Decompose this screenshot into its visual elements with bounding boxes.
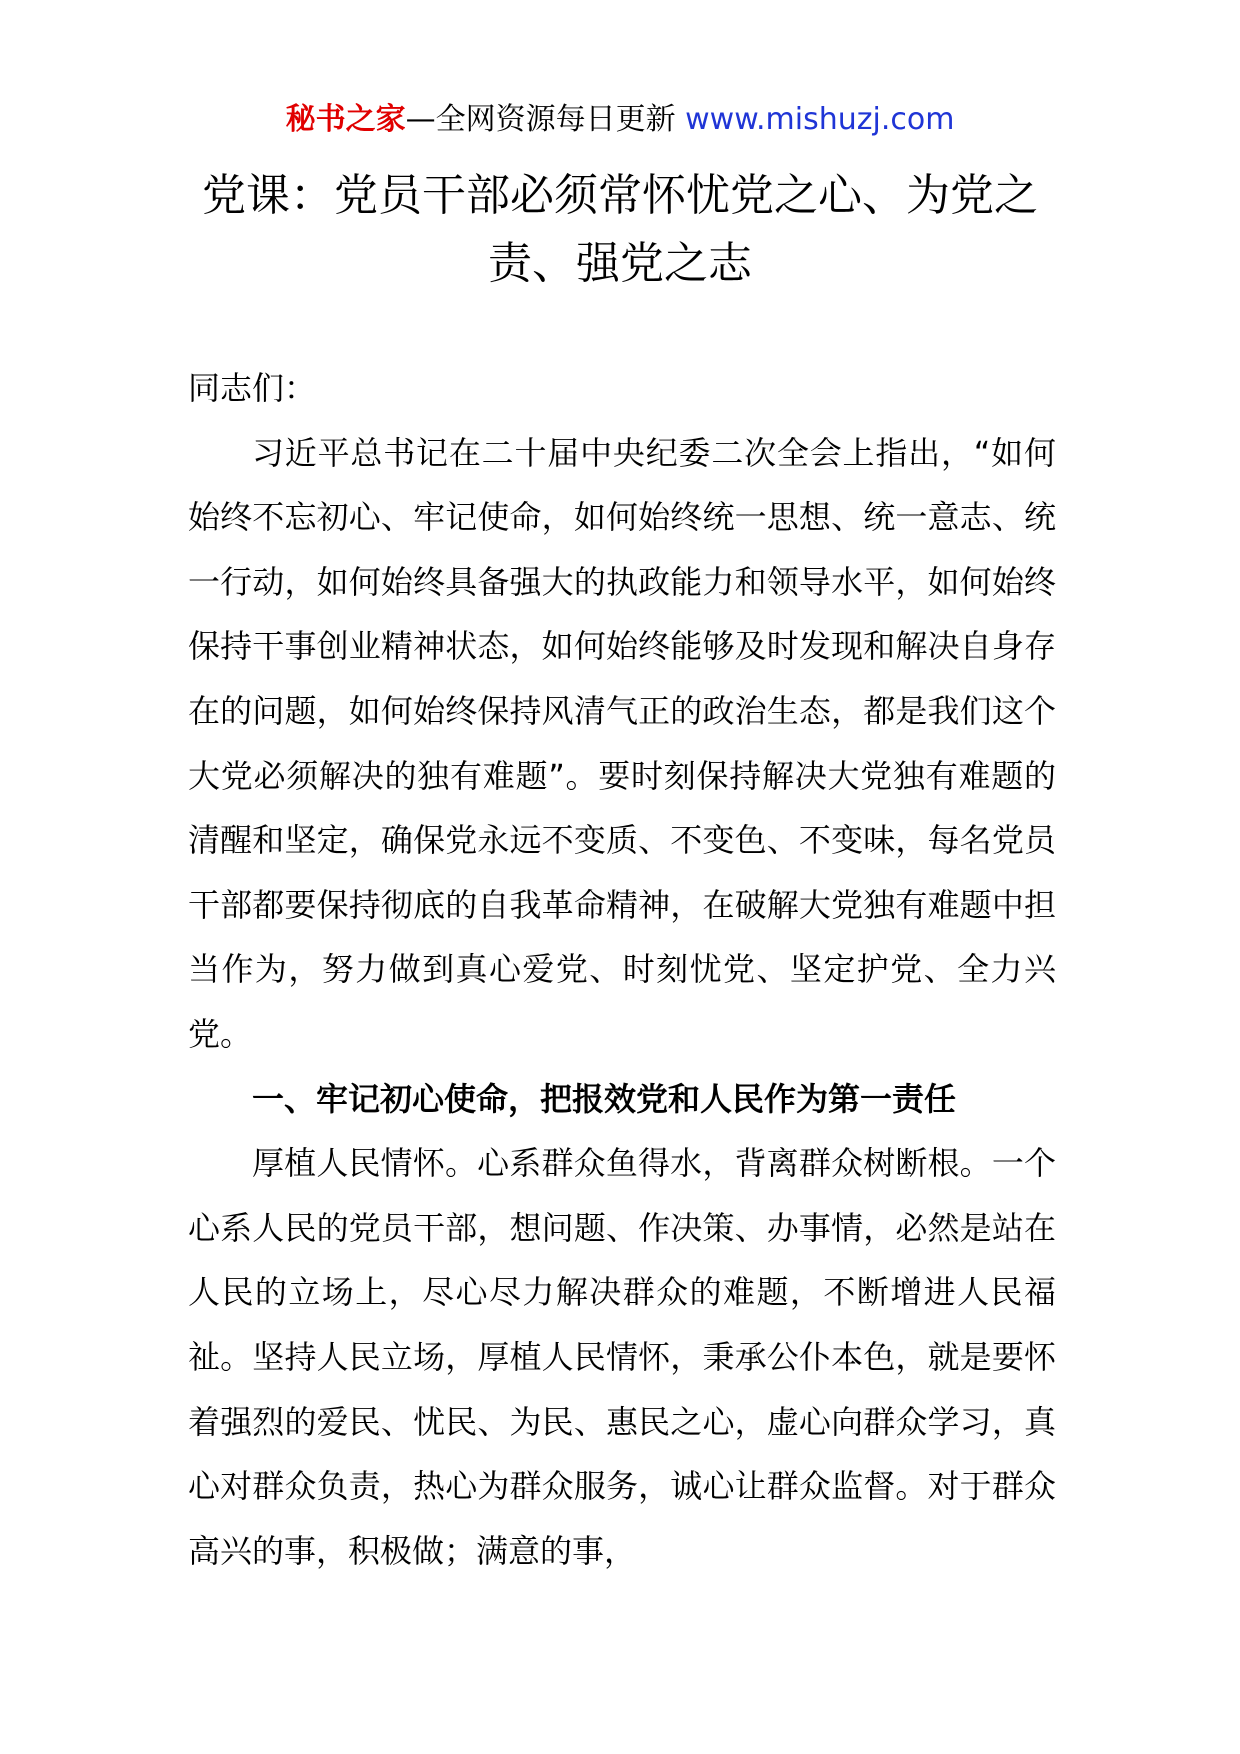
body-paragraph: 厚植人民情怀。心系群众鱼得水，背离群众树断根。一个心系人民的党员干部，想问题、作决策、办事情，必然是站在人民的立场上，尽心尽力解决群众的难题，不断增进人民福祉。坚持人民立场，厚植人民情怀，秉承公仆本色，就是要怀着强烈的爱民、忧民、为民、惠民之心，虚心向群众学习，真心对群众负责，热心为群众服务，诚心让群众监督。对于群众高兴的事，积极做；满意的事， (188, 1144, 1056, 1570)
greeting: 同志们： (188, 369, 317, 407)
section-heading: 一、牢记初心使命，把报效党和人民作为第一责任 (252, 1079, 957, 1118)
site-url-link[interactable]: www.mishuzj.com (685, 102, 955, 137)
site-tagline: —全网资源每日更新 (405, 102, 676, 137)
document-title: 党课：党员干部必须常怀忧党之心、为党之责、强党之志 (202, 170, 1038, 289)
document-body (188, 356, 1056, 1583)
body-paragraph: 习近平总书记在二十届中央纪委二次全会上指出，“如何始终不忘初心、牢记使命，如何始终统一思想、统一意志、统一行动，如何始终具备强大的执政能力和领导水平，如何始终保持干事创业精神状态，如何始终能够及时发现和解决自身存在的问题，如何始终保持风清气正的政治生态，都是我们这个大党必须解决的独有难题”。要时刻保持解决大党独有难题的清醒和坚定，确保党永远不变质、不变色、不变味，每名党员干部都要保持彻底的自我革命精神，在破解大党独有难题中担当作为，努力做到真心爱党、时刻忧党、坚定护党、全力兴党。 (188, 433, 1056, 1053)
site-header (0, 100, 1240, 140)
site-brand: 秘书之家 (285, 102, 406, 137)
